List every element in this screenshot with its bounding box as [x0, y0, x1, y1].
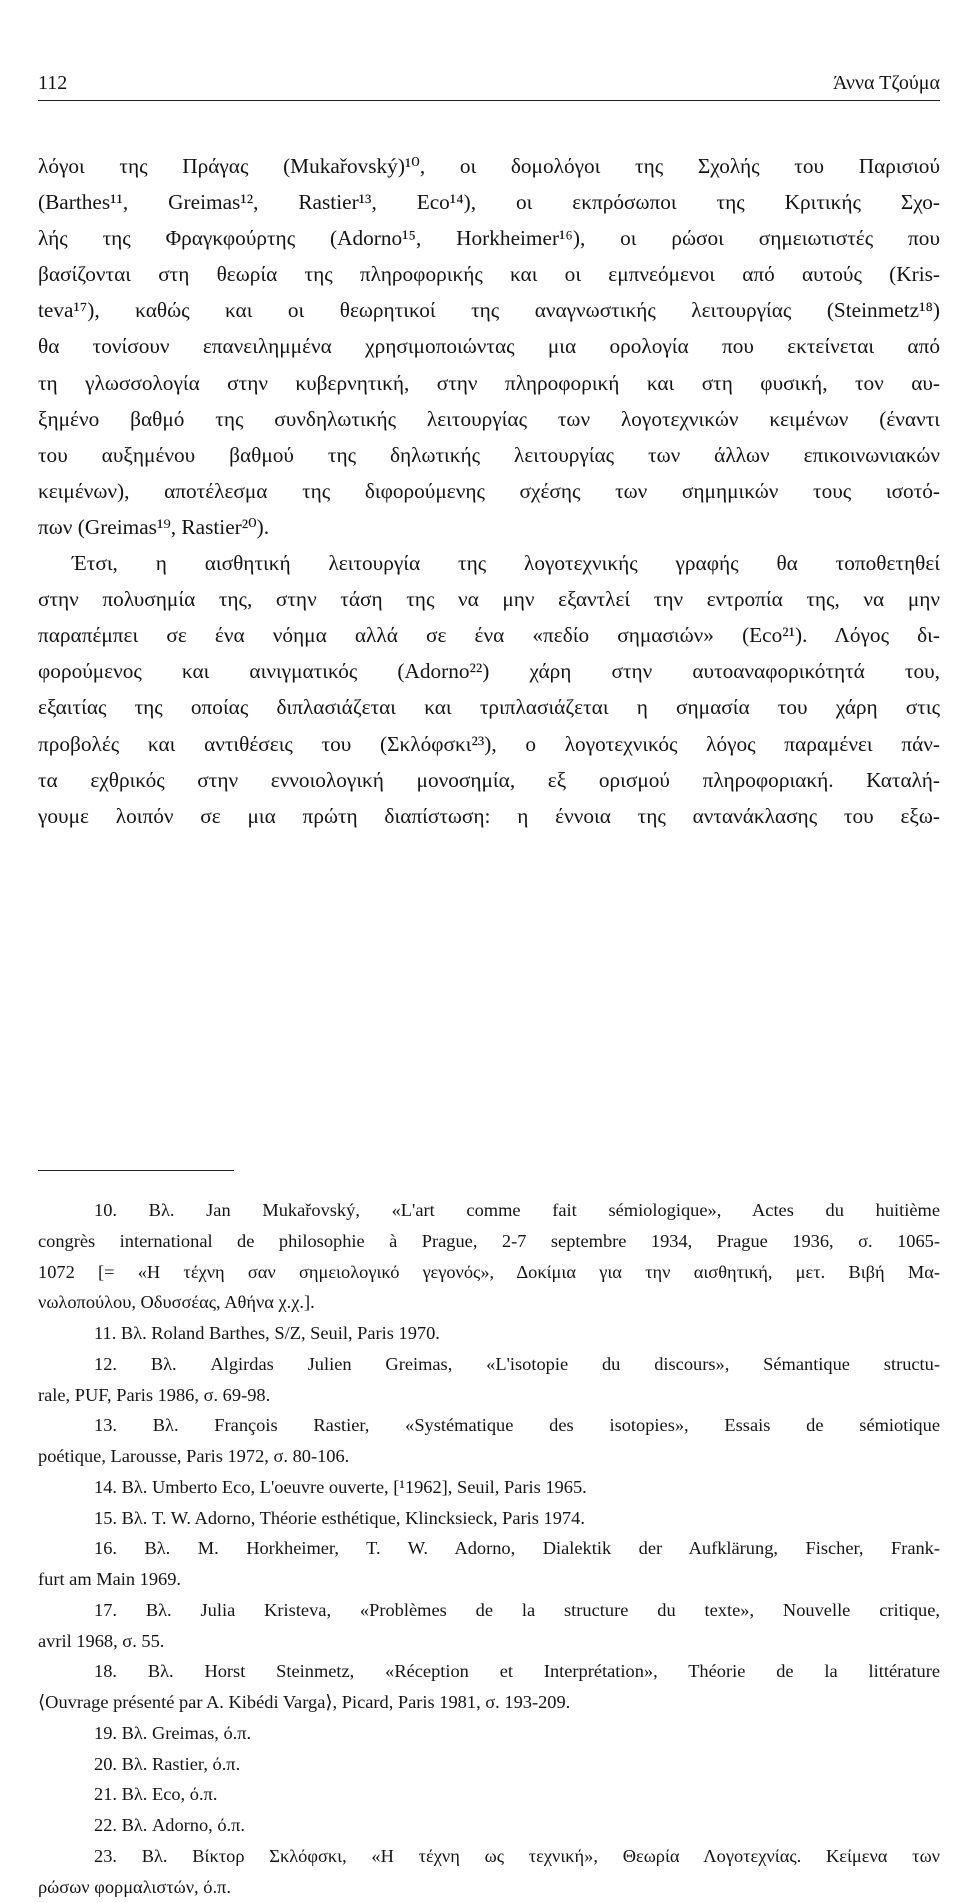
page-number: 112	[38, 72, 67, 95]
running-head-author: Άννα Τζούμα	[833, 72, 940, 95]
footnote-line: 12. Βλ. Algirdas Julien Greimas, «L'isotopie du discours», Sémantique structu-	[38, 1349, 940, 1380]
footnote-line: ρώσων φορμαλιστών, ό.π.	[38, 1872, 940, 1902]
footnote-line: rale, PUF, Paris 1986, σ. 69-98.	[38, 1380, 940, 1411]
body-line: εξαιτίας της οποίας διπλασιάζεται και τριπλασιάζεται η σημασία του χάρη στις	[38, 689, 940, 725]
footnote-line: 23. Βλ. Βίκτορ Σκλόφσκι, «Η τέχνη ως τεχνική», Θεωρία Λογοτεχνίας. Κείμενα των	[38, 1841, 940, 1872]
body-line: λόγοι της Πράγας (Mukařovský)¹⁰, οι δομολόγοι της Σχολής του Παρισιού	[38, 148, 940, 184]
page-header	[38, 70, 940, 101]
footnote-line: 14. Βλ. Umberto Eco, L'oeuvre ouverte, [¹1962], Seuil, Paris 1965.	[38, 1472, 940, 1503]
footnote-line: 10. Βλ. Jan Mukařovský, «L'art comme fait sémiologique», Actes du huitième	[38, 1195, 940, 1226]
body-line: κειμένων), αποτέλεσμα της διφορούμενης σχέσης των σημημικών τους ισοτό-	[38, 473, 940, 509]
footnote-line: 19. Βλ. Greimas, ό.π.	[38, 1718, 940, 1749]
body-line: teva¹⁷), καθώς και οι θεωρητικοί της αναγνωστικής λειτουργίας (Steinmetz¹⁸)	[38, 292, 940, 328]
body-line: φορούμενος και αινιγματικός (Adorno²²) χάρη στην αυτοαναφορικότητά του,	[38, 653, 940, 689]
footnote-line: 15. Βλ. T. W. Adorno, Théorie esthétique, Klincksieck, Paris 1974.	[38, 1503, 940, 1534]
footnote-line: 20. Βλ. Rastier, ό.π.	[38, 1749, 940, 1780]
body-line: Έτσι, η αισθητική λειτουργία της λογοτεχνικής γραφής θα τοποθετηθεί	[38, 545, 940, 581]
footnote-line: νωλοπούλου, Οδυσσέας, Αθήνα χ.χ.].	[38, 1287, 940, 1318]
body-line: παραπέμπει σε ένα νόημα αλλά σε ένα «πεδίο σημασιών» (Eco²¹). Λόγος δι-	[38, 617, 940, 653]
footnote-line: 17. Βλ. Julia Kristeva, «Problèmes de la structure du texte», Nouvelle critique,	[38, 1595, 940, 1626]
body-line: θα τονίσουν επανειλημμένα χρησιμοποιώντας μια ορολογία που εκτείνεται από	[38, 328, 940, 364]
footnote-line: congrès international de philosophie à Prague, 2-7 septembre 1934, Prague 1936, σ. 1065-	[38, 1226, 940, 1257]
body-line: ξημένο βαθμό της συνδηλωτικής λειτουργίας των λογοτεχνικών κειμένων (έναντι	[38, 401, 940, 437]
footnote-line: 1072 [= «Η τέχνη σαν σημειολογικό γεγονός», Δοκίμια για την αισθητική, μετ. Βιβή Μα-	[38, 1257, 940, 1288]
body-line: στην πολυσημία της, στην τάση της να μην εξαντλεί την εντροπία της, να μην	[38, 581, 940, 617]
body-text	[38, 148, 940, 834]
footnotes	[38, 1195, 940, 1902]
body-line: βασίζονται στη θεωρία της πληροφορικής και οι εμπνεόμενοι από αυτούς (Kris-	[38, 256, 940, 292]
body-line: προβολές και αντιθέσεις του (Σκλόφσκι²³), ο λογοτεχνικός λόγος παραμένει πάν-	[38, 726, 940, 762]
body-line: λής της Φραγκφούρτης (Adorno¹⁵, Horkheimer¹⁶), οι ρώσοι σημειωτιστές που	[38, 220, 940, 256]
body-line: γουμε λοιπόν σε μια πρώτη διαπίστωση: η έννοια της αντανάκλασης του εξω-	[38, 798, 940, 834]
footnote-line: avril 1968, σ. 55.	[38, 1626, 940, 1657]
footnote-line: 11. Βλ. Roland Barthes, S/Z, Seuil, Paris 1970.	[38, 1318, 940, 1349]
footnote-line: furt am Main 1969.	[38, 1564, 940, 1595]
body-line: (Barthes¹¹, Greimas¹², Rastier¹³, Eco¹⁴), οι εκπρόσωποι της Κριτικής Σχο-	[38, 184, 940, 220]
footnote-line: poétique, Larousse, Paris 1972, σ. 80-106.	[38, 1441, 940, 1472]
footnote-separator	[38, 1170, 234, 1171]
footnote-line: 21. Βλ. Eco, ό.π.	[38, 1779, 940, 1810]
footnote-line: 18. Βλ. Horst Steinmetz, «Réception et Interprétation», Théorie de la littérature	[38, 1656, 940, 1687]
body-line: τη γλωσσολογία στην κυβερνητική, στην πληροφορική και στη φυσική, τον αυ-	[38, 365, 940, 401]
body-line: του αυξημένου βαθμού της δηλωτικής λειτουργίας των άλλων επικοινωνιακών	[38, 437, 940, 473]
footnote-line: 22. Βλ. Adorno, ό.π.	[38, 1810, 940, 1841]
body-line: πων (Greimas¹⁹, Rastier²⁰).	[38, 509, 940, 545]
footnote-line: 16. Βλ. M. Horkheimer, T. W. Adorno, Dialektik der Aufklärung, Fischer, Frank-	[38, 1533, 940, 1564]
footnote-line: 13. Βλ. François Rastier, «Systématique des isotopies», Essais de sémiotique	[38, 1410, 940, 1441]
footnote-line: ⟨Ouvrage présenté par A. Kibédi Varga⟩, Picard, Paris 1981, σ. 193-209.	[38, 1687, 940, 1718]
body-line: τα εχθρικός στην εννοιολογική μονοσημία, εξ ορισμού πληροφοριακή. Καταλή-	[38, 762, 940, 798]
